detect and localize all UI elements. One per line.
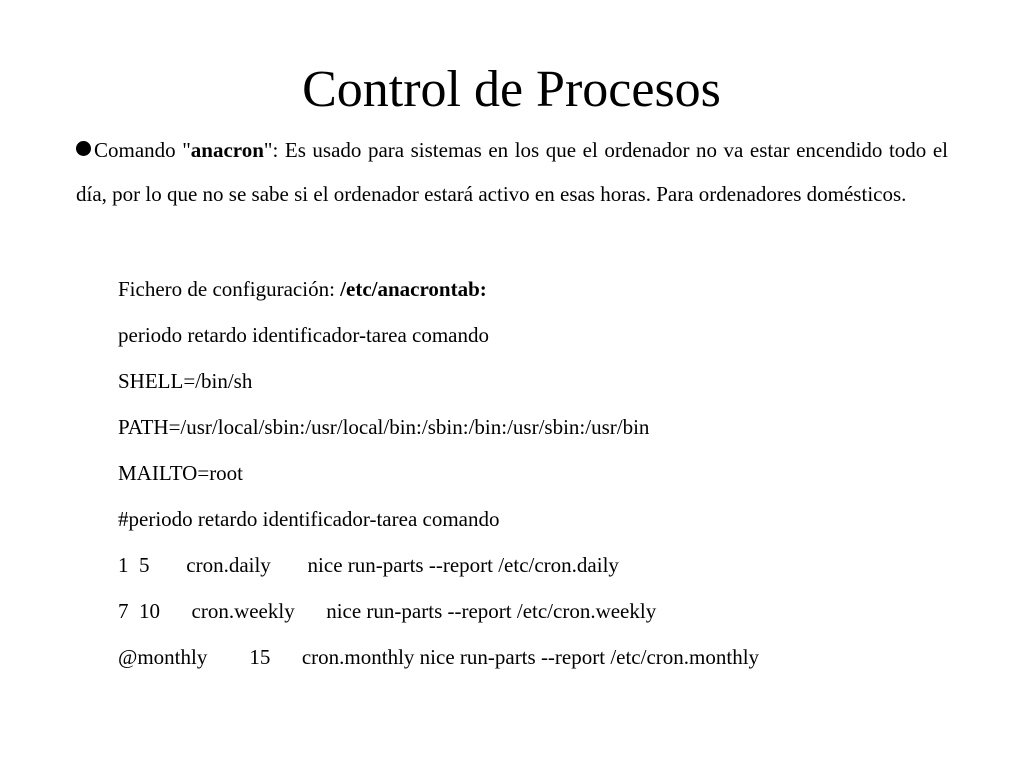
config-line-comment: #periodo retardo identificador-tarea comando	[118, 507, 500, 531]
config-line-shell: SHELL=/bin/sh	[118, 369, 253, 393]
slide-title: Control de Procesos	[302, 61, 721, 118]
config-file-label: Fichero de configuración:	[118, 277, 341, 301]
config-block	[118, 266, 978, 680]
config-file-path: /etc/anacrontab:	[340, 277, 487, 301]
config-line-path: PATH=/usr/local/sbin:/usr/local/bin:/sbin:/bin:/usr/sbin:/usr/bin	[118, 415, 650, 439]
config-line-daily: 1 5 cron.daily nice run-parts --report /etc/cron.daily	[118, 553, 619, 577]
config-line-mailto: MAILTO=root	[118, 461, 244, 485]
config-line-monthly: @monthly 15 cron.monthly nice run-parts --report /etc/cron.monthly	[118, 645, 760, 669]
config-line-header: periodo retardo identificador-tarea comando	[118, 323, 489, 347]
command-name: anacron	[190, 138, 264, 162]
bullet-text: ": Es usado para sistemas en los que el ordenador no va estar encendido todo el día, por lo que no se sabe si el ordenador estará activo en esas horas. Para ordenadores domésticos.	[76, 138, 948, 206]
bullet-paragraph	[76, 128, 948, 216]
bullet-prefix: Comando "	[94, 138, 191, 162]
bullet-dot-icon	[76, 141, 91, 156]
config-line-weekly: 7 10 cron.weekly nice run-parts --report /etc/cron.weekly	[118, 599, 657, 623]
config-file-line	[118, 266, 978, 312]
